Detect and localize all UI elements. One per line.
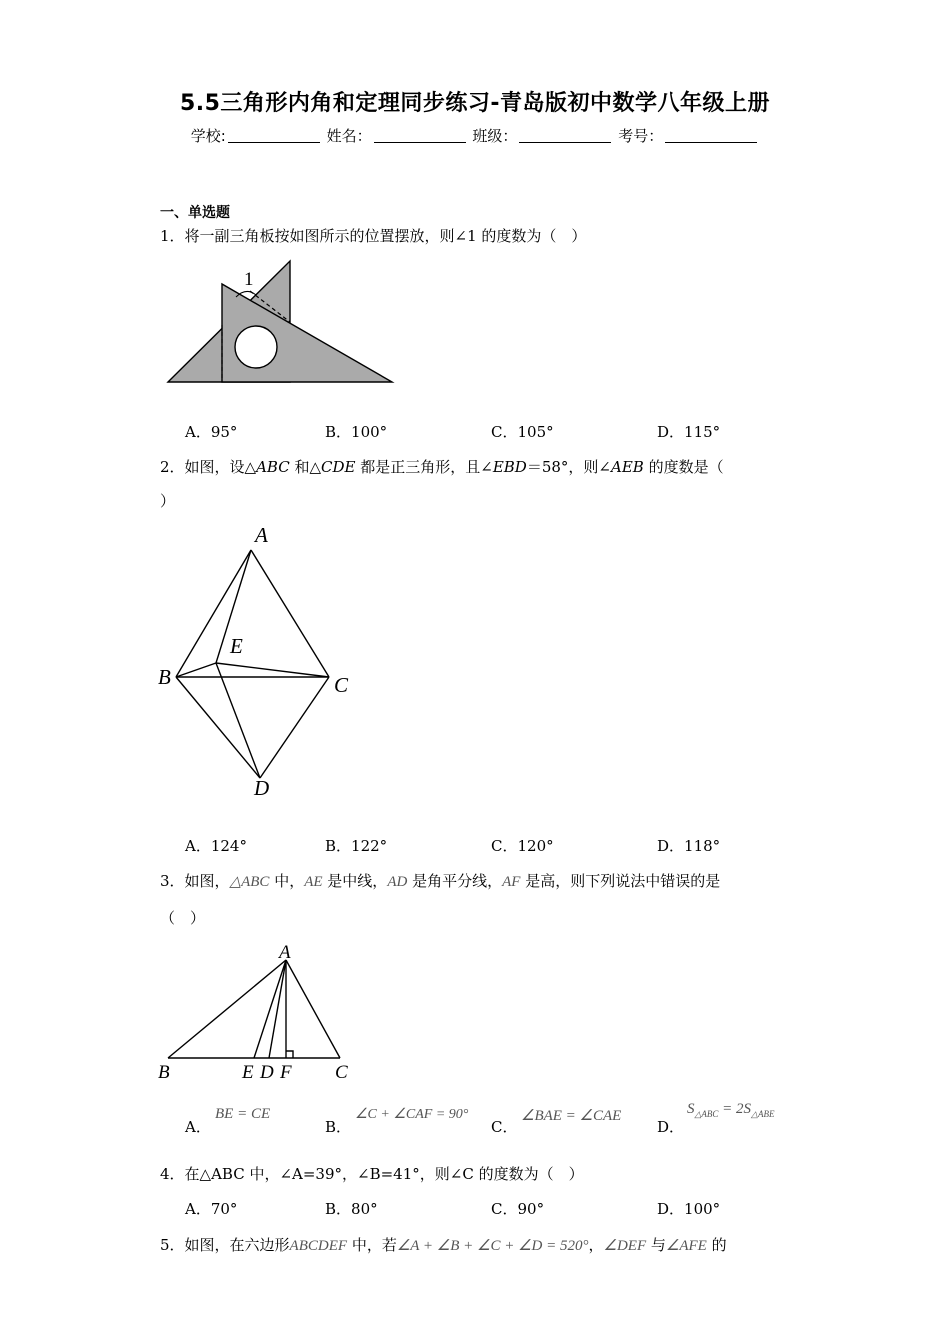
q3-figure	[150, 938, 370, 1083]
q2-stem-line2: ）	[160, 492, 176, 510]
q2-option-d[interactable]: D．118°	[657, 837, 721, 855]
q3-option-c-expr[interactable]: ∠BAE = ∠CAE	[521, 1108, 622, 1124]
q1-figure	[160, 255, 400, 390]
q2-option-a[interactable]: A．124°	[185, 837, 247, 855]
q3-stem-line2: （ ）	[160, 909, 206, 927]
q4-option-b[interactable]: B．80°	[325, 1200, 378, 1218]
section-title: 一、单选题	[160, 205, 230, 221]
name-blank	[374, 128, 466, 143]
page-title: 5.5三角形内角和定理同步练习-青岛版初中数学八年级上册	[179, 91, 771, 116]
name-label: 姓名：	[326, 127, 372, 145]
q2-option-c[interactable]: C．120°	[491, 837, 554, 855]
q3-label-f: F	[280, 1062, 292, 1083]
q2-figure	[150, 520, 370, 805]
q3-option-b-expr[interactable]: ∠C + ∠CAF = 90°	[355, 1107, 469, 1122]
q3-option-c-letter[interactable]: C．	[491, 1118, 518, 1136]
q3-option-b-letter[interactable]: B．	[325, 1118, 352, 1136]
q3-label-b: B	[158, 1062, 170, 1083]
q2-label-c: C	[334, 673, 349, 697]
class-blank	[519, 128, 611, 143]
q1-option-c[interactable]: C．105°	[491, 423, 554, 441]
q3-label-c: C	[335, 1062, 348, 1083]
q1-angle-label: 1	[244, 269, 254, 290]
q3-label-d: D	[260, 1062, 274, 1083]
exam-no-blank	[665, 128, 757, 143]
q1-hole	[235, 326, 277, 368]
q2-stem: 2．如图，设△ABC 和△CDE 都是正三角形，且∠EBD＝58°，则∠AEB 的度数是（	[160, 458, 724, 476]
exam-no-label: 考号：	[618, 127, 664, 145]
q2-label-a: A	[255, 523, 268, 547]
q1-option-d[interactable]: D．115°	[657, 423, 721, 441]
q3-label-e: E	[242, 1062, 254, 1083]
q3-option-d-letter[interactable]: D．	[657, 1118, 685, 1136]
q2-label-d: D	[254, 776, 270, 800]
student-info-row	[0, 125, 950, 146]
q1-option-b[interactable]: B．100°	[325, 423, 388, 441]
q4-option-c[interactable]: C．90°	[491, 1200, 545, 1218]
q3-option-d-expr[interactable]: $S_{\triangle ABC} = 2S_{\triangle ABE}$	[687, 1101, 775, 1119]
q3-stem: 3．如图，△ABC 中，AE 是中线，AD 是角平分线，AF 是高，则下列说法中错误的是	[160, 872, 721, 890]
school-blank	[228, 128, 320, 143]
q4-option-a[interactable]: A．70°	[185, 1200, 238, 1218]
q2-label-b: B	[158, 665, 171, 689]
q3-option-a-expr[interactable]: BE = CE	[215, 1106, 271, 1122]
class-label: 班级：	[472, 127, 518, 145]
q5-stem: 5．如图，在六边形ABCDEF 中，若∠A + ∠B + ∠C + ∠D = 520°，∠DEF 与∠AFE 的	[160, 1236, 727, 1254]
q4-stem: 4．在△ABC 中，∠A=39°，∠B=41°，则∠C 的度数为（ ）	[160, 1165, 584, 1183]
q2-option-b[interactable]: B．122°	[325, 837, 388, 855]
q1-stem: 1．将一副三角板按如图所示的位置摆放，则∠1 的度数为（ ）	[160, 227, 587, 245]
q3-option-a-letter[interactable]: A．	[185, 1118, 211, 1136]
school-label: 学校:	[190, 127, 226, 145]
q2-label-e: E	[230, 634, 243, 658]
q3-label-a: A	[279, 942, 291, 963]
q4-option-d[interactable]: D．100°	[657, 1200, 721, 1218]
q1-option-a[interactable]: A．95°	[185, 423, 238, 441]
